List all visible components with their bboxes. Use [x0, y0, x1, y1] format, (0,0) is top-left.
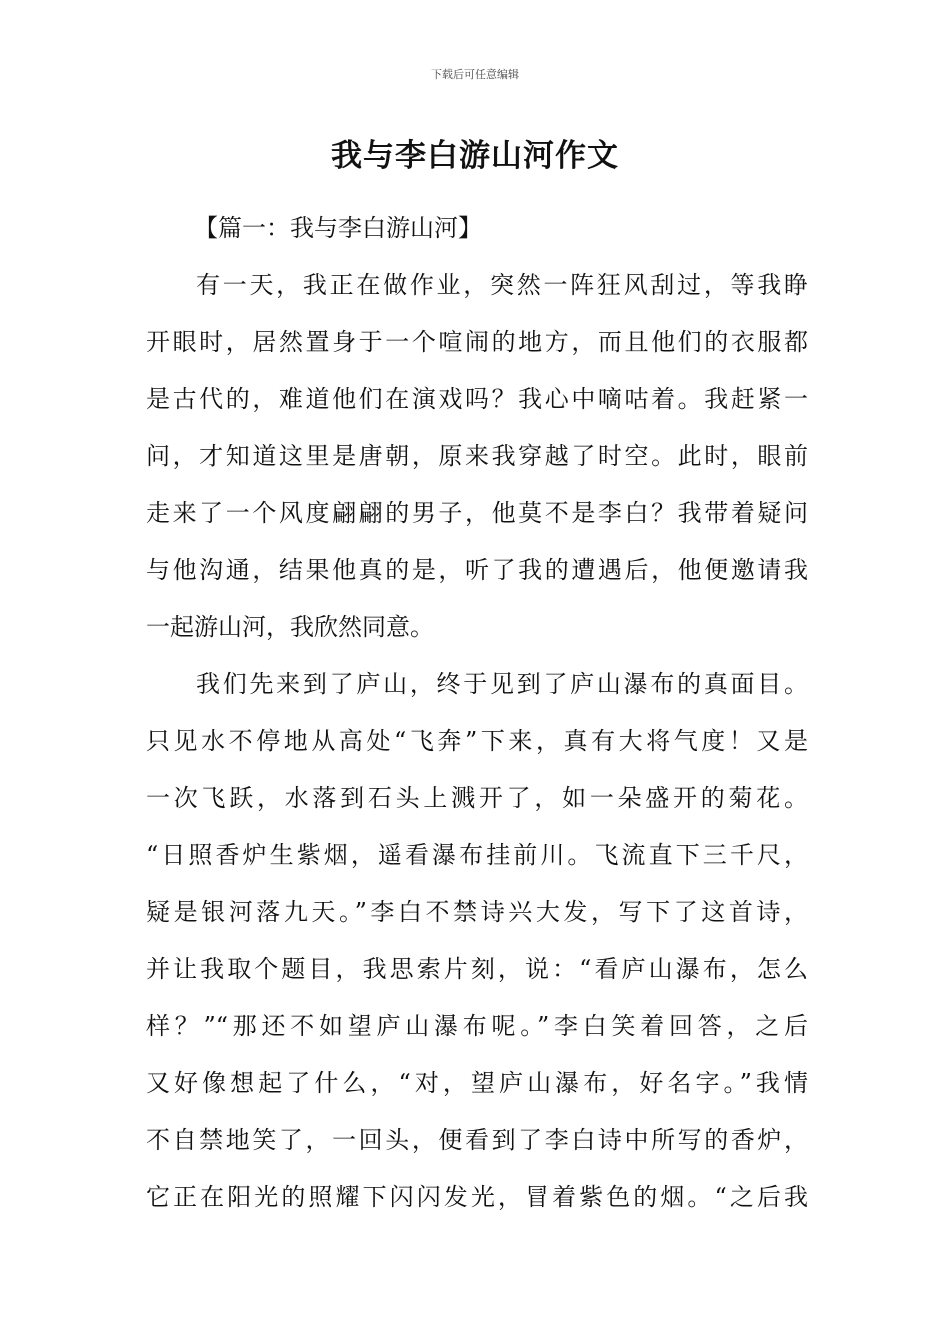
paragraph-line: 只见水不停地从高处“飞奔”下来，真有大将气度！又是	[146, 727, 808, 755]
paragraph-line: 与他沟通，结果他真的是，听了我的遭遇后，他便邀请我	[146, 556, 808, 584]
section-heading: 【篇一：我与李白游山河】	[194, 214, 482, 242]
paragraph-line: 一起游山河，我欣然同意。	[146, 613, 434, 641]
paragraph-line: 走来了一个风度翩翩的男子，他莫不是李白？我带着疑问	[146, 499, 808, 527]
paragraph-1	[146, 257, 808, 656]
document-body	[146, 200, 808, 1226]
paragraph-line: 并让我取个题目，我思索片刻，说：“看庐山瀑布，怎么	[146, 955, 808, 983]
paragraph-line: 问，才知道这里是唐朝，原来我穿越了时空。此时，眼前	[146, 442, 808, 470]
paragraph-line: 一次飞跃，水落到石头上溅开了，如一朵盛开的菊花。	[146, 784, 808, 812]
page-title: 我与李白游山河作文	[331, 138, 619, 174]
paragraph-2	[146, 656, 808, 1226]
paragraph-line: 它正在阳光的照耀下闪闪发光，冒着紫色的烟。“之后我	[146, 1183, 808, 1211]
paragraph-line: 又好像想起了什么，“对，望庐山瀑布，好名字。”我情	[146, 1069, 808, 1097]
paragraph-line: 我们先来到了庐山，终于见到了庐山瀑布的真面目。	[196, 670, 808, 698]
paragraph-line: 开眼时，居然置身于一个喧闹的地方，而且他们的衣服都	[146, 328, 808, 356]
paragraph-line: 样？”“那还不如望庐山瀑布呢。”李白笑着回答，之后	[146, 1012, 808, 1040]
paragraph-line: 是古代的，难道他们在演戏吗？我心中嘀咕着。我赶紧一	[146, 385, 808, 413]
header-note: 下载后可任意编辑	[431, 68, 519, 81]
paragraph-line: 疑是银河落九天。”李白不禁诗兴大发，写下了这首诗，	[146, 898, 808, 926]
paragraph-line: “日照香炉生紫烟，遥看瀑布挂前川。飞流直下三千尺，	[146, 841, 808, 869]
paragraph-line: 有一天，我正在做作业，突然一阵狂风刮过，等我睁	[196, 271, 808, 299]
paragraph-line: 不自禁地笑了，一回头，便看到了李白诗中所写的香炉，	[146, 1126, 808, 1154]
